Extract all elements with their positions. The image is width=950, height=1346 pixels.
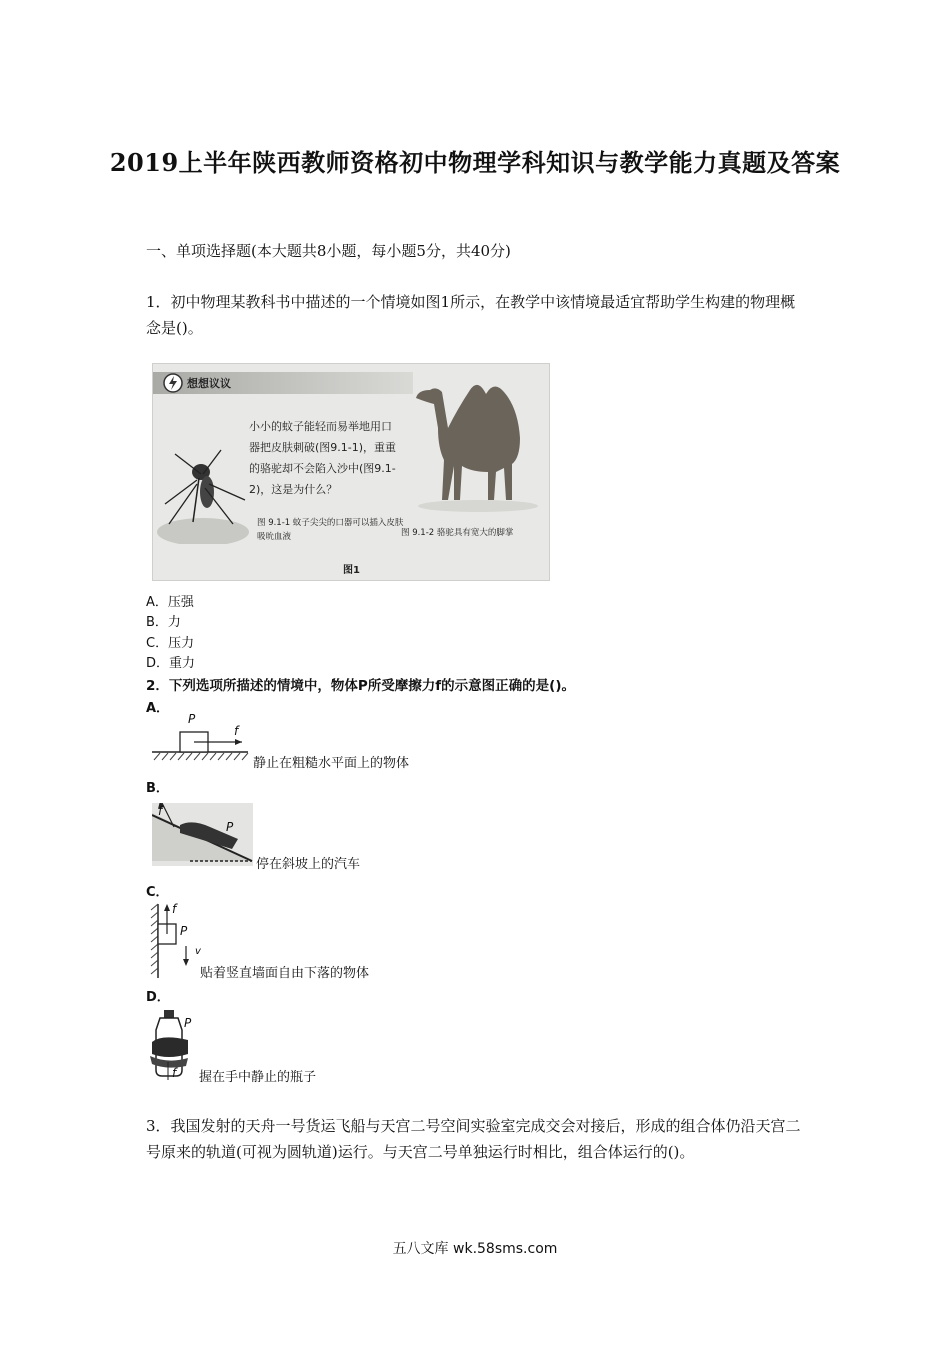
q2-option-a-label: A． [146,701,170,716]
lightning-icon [163,373,183,393]
diagram-b-p: P [226,820,234,834]
question-2-stem: 2．下列选项所描述的情境中，物体P所受摩擦力f的示意图正确的是()。 [146,678,575,694]
section-heading: 一、单项选择题(本大题共8小题，每小题5分，共40分) [146,242,511,260]
caption-left: 图 9.1-1 蚊子尖尖的口器可以插入皮肤吸吮血液 [257,518,404,542]
q1-option-a: A．压强 [146,595,194,610]
diagram-a-p: P [188,712,196,726]
figure-1 [152,363,550,581]
diagram-c-v: v [195,946,201,957]
question-3-stem: 3．我国发射的天舟一号货运飞船与天宫二号空间实验室完成交会对接后，形成的组合体仍沿天宫二号原来的轨道(可视为圆轨道)运行。与天宫二号单独运行时相比，组合体运行的()。 [146,1117,801,1161]
diagram-d-caption: 握在手中静止的瓶子 [199,1070,317,1085]
diagram-a-horizontal-surface [150,710,250,770]
diagram-a-caption: 静止在粗糙水平面上的物体 [253,756,410,771]
q1-option-c: C．压力 [146,636,195,651]
document-title: 2019上半年陕西教师资格初中物理学科知识与教学能力真题及答案 [109,148,841,177]
diagram-b-caption: 停在斜坡上的汽车 [256,857,361,872]
figure-header: 想想议议 [187,377,231,390]
q2-option-c-label: C． [146,885,169,900]
q2-option-d-label: D． [146,990,170,1005]
figure-text: 小小的蚊子能轻而易举地用口器把皮肤刺破(图9.1-1)，重重的骆驼却不会陷入沙中(图9.1-2)，这是为什么？ [249,420,397,496]
mosquito-image [155,444,251,544]
diagram-d-p: P [184,1016,192,1030]
diagram-a-f: f [234,724,239,738]
figure-label: 图1 [343,565,360,576]
diagram-b-slope-car [152,803,254,867]
footer-watermark: 五八文库 wk.58sms.com [392,1241,558,1257]
diagram-c-f: f [172,902,177,916]
caption-right: 图 9.1-2 骆驼具有宽大的脚掌 [401,528,514,538]
camel-image [408,368,548,518]
question-1-stem: 1．初中物理某教科书中描述的一个情境如图1所示，在教学中该情境最适宜帮助学生构建的物理概念是()。 [146,293,796,337]
q2-option-b-label: B． [146,781,169,796]
diagram-c-p: P [180,924,188,938]
q1-option-d: D．重力 [146,656,196,671]
diagram-b-f: f [158,804,163,818]
diagram-d-f: f [172,1066,177,1080]
diagram-c-caption: 贴着竖直墙面自由下落的物体 [200,966,370,981]
q1-option-b: B．力 [146,615,181,630]
